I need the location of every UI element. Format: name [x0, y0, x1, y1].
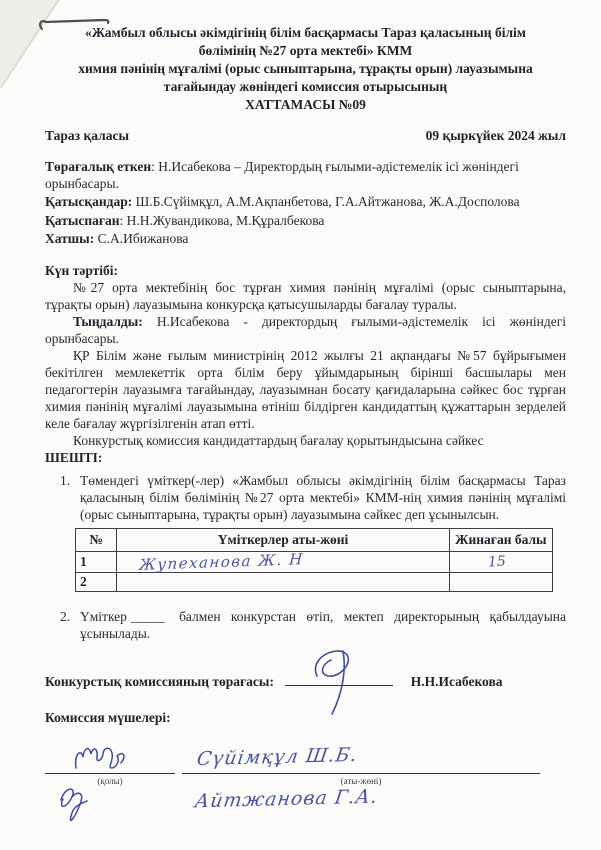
score-blank: _____ — [130, 608, 165, 624]
protocol-number: ХАТТАМАСЫ №09 — [245, 97, 366, 112]
title-line-1: «Жамбыл облысы әкімдігінің білім басқармасы Тараз қаласының білім — [85, 25, 526, 40]
secretary-value: С.А.Ибижанова — [94, 231, 189, 246]
candidate-name-cell — [117, 551, 449, 572]
chairperson-value: : Н.Исабекова – Директордың ғылыми-әдістемелік ісі жөніндегі орынбасары. — [45, 159, 519, 191]
item-2-text-before: Үміткер — [80, 608, 127, 624]
absentees-value: : Н.Н.Жувандикова, М.Құралбекова — [119, 212, 325, 228]
title-line-4: тағайындау жөніндегі комиссия отырысының — [163, 79, 448, 94]
city-label: Тараз қаласы — [45, 128, 129, 143]
secretary-line — [45, 231, 566, 248]
attendees-line — [45, 194, 566, 211]
ministry-order-paragraph: ҚР Білім және ғылым министрінің 2012 жылғы 21 ақпандағы №57 бұйрығымен бекітілген мемлекеттік орта білім беру ұйымдарының бірінші басшылары мен педагогтерін лауазымға тағайындау, лауазымнан босату қағидаларына сәйкес бос тұрған химия пәнінің мұғалімі лауазымына өтініш білдірген кандидаттың құжаттарын зерделей келе бағалау жүргізілгенін атап өтті. — [45, 347, 566, 431]
row-number: 1 — [76, 551, 117, 572]
members-signature-block — [45, 728, 566, 838]
chairperson-line — [45, 159, 566, 192]
chair-signature-line-wrap — [285, 672, 393, 690]
table-row — [76, 551, 553, 572]
secretary-label: Хатшы: — [45, 231, 95, 246]
title-line-3: химия пәнінің мұғалімі (орыс сыныптарына, тұрақты орын) лауазымына — [78, 61, 533, 76]
attendees-value: Ш.Б.Сүйімқұл, А.М.Ақпанбетова, Г.А.Айтжанова, Ж.А.Досполова — [132, 194, 520, 209]
candidate-name-handwritten: Жупеханова Ж. Н — [138, 549, 305, 574]
heard-paragraph — [45, 313, 566, 347]
row-number: 2 — [76, 572, 117, 591]
decided-heading: ШЕШТІ: — [45, 449, 103, 465]
candidates-table — [75, 528, 553, 592]
absentees-line — [45, 213, 566, 230]
chair-signature-row — [45, 672, 566, 690]
sign-caption: (қолы) — [97, 776, 123, 786]
decision-item-2 — [60, 608, 566, 642]
item-1-number: 1. — [60, 472, 71, 488]
name-line — [182, 773, 540, 774]
table-row — [76, 572, 553, 591]
absentees-label: Қатыспаған — [45, 212, 120, 228]
agenda-heading: Күн тәртібі: — [45, 262, 119, 278]
candidate-score-cell — [449, 551, 552, 572]
member2-signature-icon — [51, 782, 107, 830]
item-2-number: 2. — [60, 608, 71, 624]
item-1-text: Төмендегі үміткер(-лер) «Жамбыл облысы әкімдігінің білім басқармасы Тараз қаласының білім бөлімінің №27 орта мектебі» КММ-нің химия пәнінің мұғалімі (орыс сыныптарына, тұрақты орын) лауазымына сәйкес деп ұсынылсын. — [80, 472, 566, 522]
candidate-name-cell — [117, 572, 449, 591]
candidate-score-handwritten: 15 — [487, 553, 506, 570]
name-caption: (аты-жөні) — [340, 776, 382, 786]
members-heading: Комиссия мүшелері: — [45, 709, 171, 725]
agenda-paragraph: №27 орта мектебінің бос тұрған химия пәнінің мұғалімі (орыс сыныптарына, тұрақты орын) лауазымына конкурсқа қатысушыларды бағалау туралы. — [45, 279, 566, 312]
chair-signature-label: Конкурстық комиссияның төрағасы: — [45, 673, 274, 689]
city-date-row — [45, 128, 566, 144]
chair-signature-icon — [299, 640, 369, 718]
decision-item-1 — [60, 472, 566, 523]
column-header-candidate-name: Үміткерлер аты-жөні — [117, 528, 449, 551]
attendees-label: Қатысқандар: — [45, 194, 133, 209]
candidate-score-cell — [449, 572, 552, 591]
member1-signature-icon — [71, 740, 129, 778]
heard-label: Тыңдалды: — [73, 313, 143, 329]
column-header-number: № — [76, 528, 117, 551]
title-line-2: бөлімінің №27 орта мектебі» КММ — [198, 43, 413, 58]
table-header-row — [76, 528, 553, 551]
document-body — [45, 24, 566, 838]
member1-name-handwritten: Сүйімқұл Ш.Б. — [195, 743, 360, 771]
column-header-score: Жинаған балы — [449, 528, 552, 551]
member2-name-handwritten: Айтжанова Г.А. — [193, 785, 380, 813]
conclusion-paragraph: Конкурстық комиссия кандидаттардың бағалау қорытындысына сәйкес — [73, 432, 484, 448]
heard-value: Н.Исабекова - директордың ғылыми-әдістемелік ісі жөніндегі орынбасары. — [45, 313, 566, 346]
document-title — [45, 24, 566, 114]
chair-name: Н.Н.Исабекова — [410, 673, 503, 689]
date-label: 09 қыркүйек 2024 жыл — [425, 128, 566, 143]
item-2-text-after: балмен конкурстан өтіп, мектеп директорының қабылдауына ұсынылады. — [80, 608, 566, 641]
chairperson-label: Төрағалық еткен — [45, 159, 152, 174]
item-2-text — [80, 608, 566, 642]
